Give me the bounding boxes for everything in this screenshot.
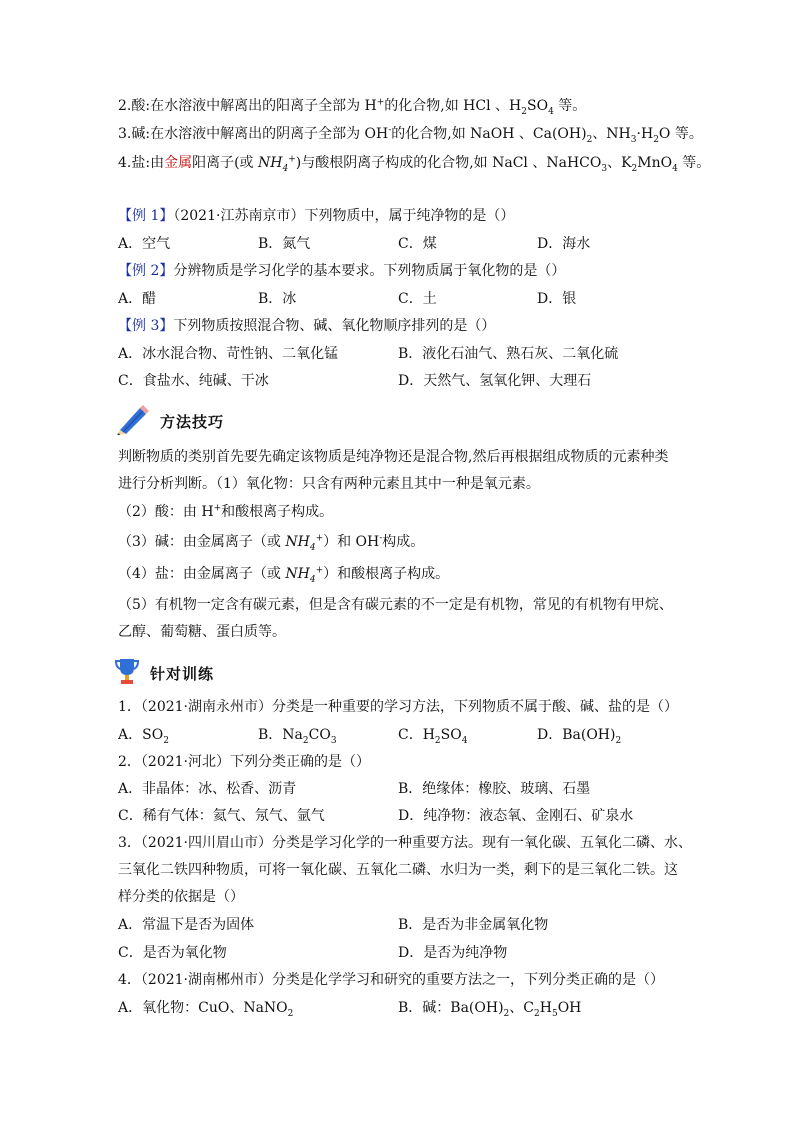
- example-2-option-a: A．醋: [118, 291, 157, 307]
- training-q3-line-1: 3．（2021·四川眉山市）分类是学习化学的一种重要方法。现有一氧化碳、五氧化二磷、水、: [118, 835, 692, 851]
- method-line-organic-2: 乙醇、葡萄糖、蛋白质等。: [118, 624, 286, 640]
- training-section-title: 针对训练: [150, 664, 215, 683]
- training-q3-option-c: C．是否为氧化物: [118, 945, 227, 961]
- training-q4-option-b: B．碱：$Ba(OH)_2$、$C_2H_5OH$: [398, 1000, 582, 1019]
- method-section-header: [114, 404, 224, 438]
- training-q3-line-3: 样分类的依据是（）: [118, 889, 244, 905]
- example-3-option-d: D．天然气、氢氧化钾、大理石: [398, 373, 592, 389]
- example-1-question: 【例 1】（2021·江苏南京市）下列物质中，属于纯净物的是（）: [118, 208, 515, 224]
- training-q2-option-d: D．纯净物：液态氧、金刚石、矿泉水: [398, 808, 634, 824]
- training-q3-option-a: A．常温下是否为固体: [118, 917, 255, 933]
- training-q1-option-c: C．$H_2SO_4$: [398, 727, 468, 746]
- method-line-acid: （2）酸：由 H+和酸根离子构成。: [118, 503, 334, 520]
- example-2-option-c: C．土: [398, 291, 437, 307]
- method-line-salt: （4）盐：由金属离子（或 $NH_4^+$）和酸根离子构成。: [118, 565, 450, 585]
- definition-salt: 4.盐:由金属阳离子(或 $NH_4^+$)与酸根阴离子构成的化合物,如 NaCl 、NaHCO$_3$、$K_2MnO_4$ 等。: [118, 154, 711, 174]
- example-1-option-c: C．煤: [398, 236, 437, 252]
- example-3-option-a: A．冰水混合物、苛性钠、二氧化锰: [118, 346, 339, 362]
- method-line-organic-1: （5）有机物一定含有碳元素，但是含有碳元素的不一定是有机物，常见的有机物有甲烷、: [118, 597, 673, 613]
- method-line-1: 判断物质的类别首先要先确定该物质是纯净物还是混合物,然后再根据组成物质的元素种类: [118, 449, 669, 465]
- training-q1-option-a: A．$SO_2$: [118, 727, 169, 746]
- training-q4-question: 4．（2021·湖南郴州市）分类是化学学习和研究的重要方法之一，下列分类正确的是（）: [118, 972, 664, 988]
- example-3-option-b: B．液化石油气、熟石灰、二氧化硫: [398, 346, 619, 362]
- example-1-option-b: B．氮气: [258, 236, 311, 252]
- training-q1-question: 1．（2021·湖南永州市）分类是一种重要的学习方法，下列物质不属于酸、碱、盐的是（）: [118, 699, 678, 715]
- method-section-title: 方法技巧: [160, 412, 225, 431]
- method-line-2: 进行分析判断。（1）氧化物：只含有两种元素且其中一种是氧元素。: [118, 476, 540, 492]
- training-q2-option-a: A．非晶体：冰、松香、沥青: [118, 781, 297, 797]
- training-q1-option-d: D．$Ba(OH)_2$: [537, 727, 622, 746]
- example-1-option-a: A．空气: [118, 236, 171, 252]
- example-2-option-b: B．冰: [258, 291, 297, 307]
- example-2-option-d: D．银: [537, 291, 577, 307]
- example-1-option-d: D．海水: [537, 236, 591, 252]
- training-q1-option-b: B．$Na_2CO_3$: [258, 727, 337, 746]
- definition-acid: 2.酸:在水溶液中解离出的阳离子全部为 H+的化合物,如 HCl 、$H_2SO_4$ 等。: [118, 97, 587, 117]
- trophy-icon: [114, 656, 140, 690]
- training-q3-option-b: B．是否为非金属氧化物: [398, 917, 549, 933]
- training-section-header: [114, 656, 214, 690]
- example-3-question: 【例 3】下列物质按照混合物、碱、氧化物顺序排列的是（）: [118, 318, 496, 334]
- example-3-option-c: C．食盐水、纯碱、干冰: [118, 373, 269, 389]
- pencil-icon: [114, 402, 150, 440]
- example-2-question: 【例 2】分辨物质是学习化学的基本要求。下列物质属于氧化物的是（）: [118, 263, 566, 279]
- training-q3-option-d: D．是否为纯净物: [398, 945, 508, 961]
- training-q2-option-b: B．绝缘体：橡胶、玻璃、石墨: [398, 781, 591, 797]
- training-q2-question: 2．（2021·河北）下列分类正确的是（）: [118, 754, 370, 770]
- training-q2-option-c: C．稀有气体：氦气、氖气、氩气: [118, 808, 325, 824]
- definition-base: 3.碱:在水溶液中解离出的阴离子全部为 OH-的化合物,如 NaOH 、$Ca(OH)_2$、$NH_3\cdot H_2O$ 等。: [118, 125, 703, 145]
- method-line-base: （3）碱：由金属离子（或 $NH_4^+$）和 OH-构成。: [118, 533, 425, 553]
- training-q3-line-2: 三氧化二铁四种物质，可将一氧化碳、五氧化二磷、水归为一类，剩下的是三氧化二铁。这: [118, 862, 678, 878]
- training-q4-option-a: A．氧化物：CuO、NaNO$_2$: [118, 1000, 294, 1019]
